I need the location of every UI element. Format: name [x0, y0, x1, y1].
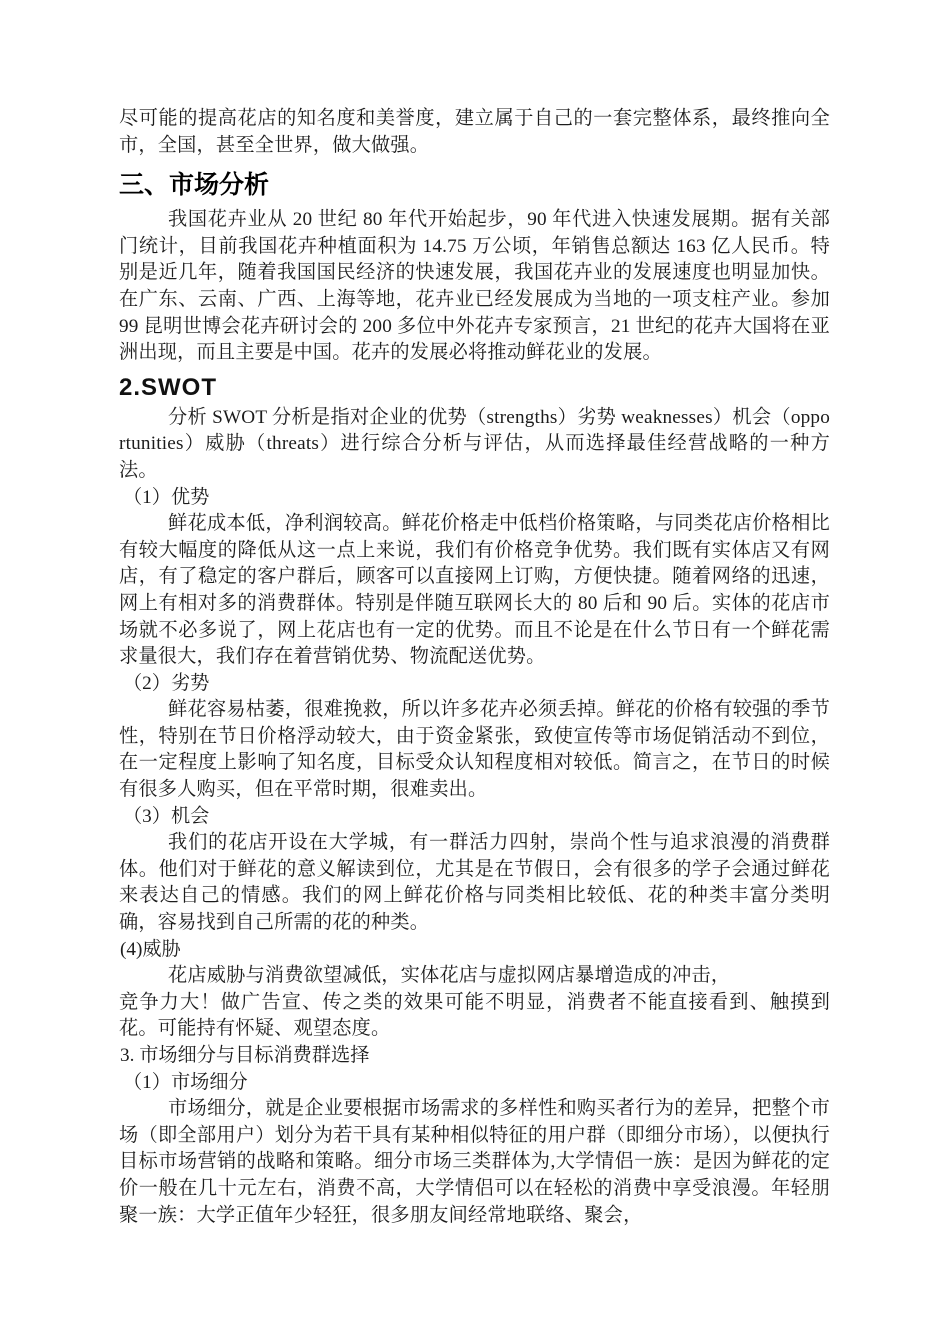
- paragraph-strengths: 鲜花成本低，净利润较高。鲜花价格走中低档价格策略，与同类花店价格相比有较大幅度的降低从这一点上来说，我们有价格竞争优势。我们既有实体店又有网店，有了稳定的客户群后，顾客可以直接网上订购，方便快捷。随着网络的迅速，网上有相对多的消费群体。特别是伴随互联网长大的 80 后和 90 后。实体的花店市场就不必多说了，网上花店也有一定的优势。而且不论是在什么节日有一个鲜花需求量很大，我们存在着营销优势、物流配送优势。: [119, 513, 830, 668]
- document-content: [119, 106, 830, 1229]
- paragraph-market-segmentation: 市场细分，就是企业要根据市场需求的多样性和购买者行为的差异，把整个市场（即全部用户）划分为若干具有某种相似特征的用户群（即细分市场），以便执行目标市场营销的战略和策略。细分市场三类群体为,大学情侣一族：是因为鲜花的定价一般在几十元左右，消费不高，大学情侣可以在轻松的消费中享受浪漫。年轻朋聚一族：大学正值年少轻狂，很多朋友间经常地联络、聚会，: [119, 1098, 830, 1226]
- paragraph-industry-overview: 我国花卉业从 20 世纪 80 年代开始起步，90 年代进入快速发展期。据有关部门统计，目前我国花卉种植面积为 14.75 万公顷，年销售总额达 163 亿人民币。特别是近几年，随着我国国民经济的快速发展，我国花卉业的发展速度也明显加快。在广东、云南、广西、上海等地，花卉业已经发展成为当地的一项支柱产业。参加 99 昆明世博会花卉研讨会的 200 多位中外花卉专家预言，21 世纪的花卉大国将在亚洲出现，而且主要是中国。花卉的发展必将推动鲜花业的发展。: [119, 209, 830, 364]
- label-threats: (4)威胁: [120, 938, 181, 960]
- label-section-segmentation: 3. 市场细分与目标消费群选择: [120, 1045, 370, 1066]
- paragraph-threats-line1: 花店威胁与消费欲望减低，实体花店与虚拟网店暴增造成的冲击，: [168, 965, 731, 987]
- label-market-segmentation: （1）市场细分: [123, 1071, 248, 1093]
- paragraph-threats-line2: 竞争力大！做广告宣、传之类的效果可能不明显，消费者不能直接看到、触摸到花。可能持有怀疑、观望态度。: [119, 991, 830, 1040]
- paragraph-opportunities: 我们的花店开设在大学城，有一群活力四射，崇尚个性与追求浪漫的消费群体。他们对于鲜花的意义解读到位，尤其是在节假日，会有很多的学子会通过鲜花来表达自己的情感。我们的网上鲜花价格与同类相比较低、花的种类丰富分类明确，容易找到自己所需的花的种类。: [119, 832, 830, 934]
- heading-market-analysis: 三、市场分析: [119, 171, 270, 200]
- paragraph-intro-continuation: 尽可能的提高花店的知名度和美誉度，建立属于自己的一套完整体系，最终推向全市，全国，甚至全世界，做大做强。: [119, 108, 830, 156]
- label-opportunities: （3）机会: [123, 805, 210, 827]
- paragraph-swot-definition: 分析 SWOT 分析是指对企业的优势（strengths）劣势 weaknesses）机会（opportunities）威胁（threats）进行综合分析与评估，从而选择最佳经营战略的一种方法。: [119, 406, 830, 481]
- heading-swot: 2.SWOT: [119, 373, 218, 401]
- paragraph-weaknesses: 鲜花容易枯萎，很难挽救，所以许多花卉必须丢掉。鲜花的价格有较强的季节性，特别在节日价格浮动较大，由于资金紧张，致使宣传等市场促销活动不到位，在一定程度上影响了知名度，目标受众认知程度相对较低。简言之，在节日的时候有很多人购买，但在平常时期，很难卖出。: [119, 699, 830, 801]
- label-strengths: （1）优势: [123, 486, 210, 508]
- label-weaknesses: （2）劣势: [123, 672, 210, 694]
